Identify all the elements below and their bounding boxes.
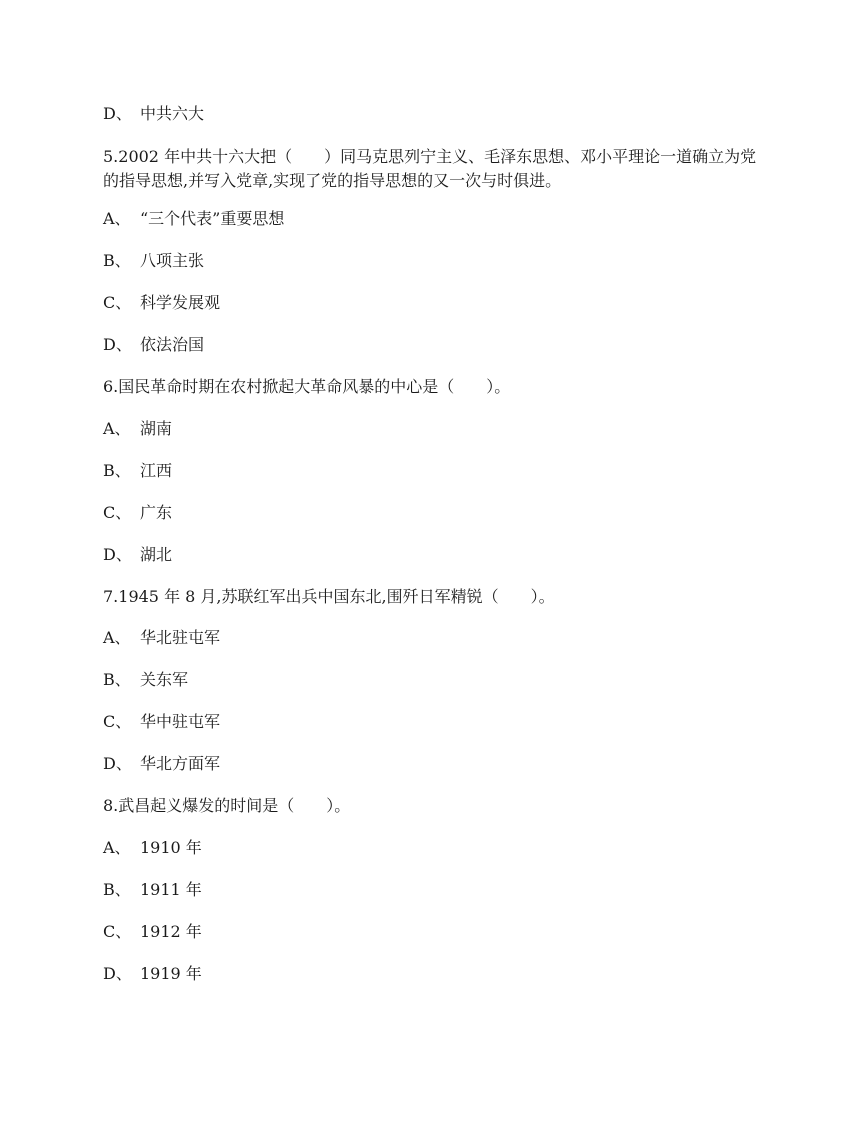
option-letter: A、 <box>103 838 131 857</box>
option-text: 广东 <box>140 503 173 522</box>
option-letter: B、 <box>103 670 131 689</box>
option-line <box>103 753 220 775</box>
option-line <box>103 921 202 943</box>
option-line <box>103 460 172 482</box>
option-text: 1911 年 <box>140 880 202 899</box>
option-text: “三个代表”重要思想 <box>140 209 285 228</box>
question-stem: 7.1945 年 8 月,苏联红军出兵中国东北,围歼日军精锐（ ）。 <box>103 587 555 606</box>
option-text: 华北驻屯军 <box>140 628 221 647</box>
option-text: 中共六大 <box>140 104 205 123</box>
option-letter: C、 <box>103 503 132 522</box>
option-letter: D、 <box>103 104 132 123</box>
option-line <box>103 669 188 691</box>
option-text: 关东军 <box>140 670 189 689</box>
option-letter: D、 <box>103 964 132 983</box>
option-text: 华北方面军 <box>140 754 221 773</box>
option-line <box>103 208 284 230</box>
option-letter: C、 <box>103 712 132 731</box>
option-text: 依法治国 <box>140 335 205 354</box>
option-line <box>103 334 204 356</box>
option-letter: D、 <box>103 335 132 354</box>
question-stem: 5.2002 年中共十六大把（ ）同马克思列宁主义、毛泽东思想、邓小平理论一道确立为党的指导思想,并写入党章,实现了党的指导思想的又一次与时俱进。 <box>103 147 757 190</box>
option-text: 科学发展观 <box>140 293 221 312</box>
option-line <box>103 879 202 901</box>
option-letter: D、 <box>103 754 132 773</box>
option-line <box>103 418 172 440</box>
option-letter: C、 <box>103 922 132 941</box>
option-letter: B、 <box>103 251 131 270</box>
option-letter: B、 <box>103 880 131 899</box>
option-letter: A、 <box>103 419 131 438</box>
option-line <box>103 292 220 314</box>
option-letter: A、 <box>103 209 131 228</box>
option-text: 华中驻屯军 <box>140 712 221 731</box>
option-line <box>103 502 172 524</box>
option-line <box>103 103 204 125</box>
option-line <box>103 711 220 733</box>
option-text: 1910 年 <box>140 838 202 857</box>
option-line <box>103 837 202 859</box>
option-letter: C、 <box>103 293 132 312</box>
option-letter: B、 <box>103 461 131 480</box>
option-letter: D、 <box>103 545 132 564</box>
option-line <box>103 627 220 649</box>
option-text: 湖北 <box>140 545 173 564</box>
option-letter: A、 <box>103 628 131 647</box>
option-text: 湖南 <box>140 419 173 438</box>
question-stem: 6.国民革命时期在农村掀起大革命风暴的中心是（ ）。 <box>103 377 511 396</box>
question-stem: 8.武昌起义爆发的时间是（ ）。 <box>103 796 351 815</box>
option-text: 1912 年 <box>140 922 202 941</box>
option-text: 八项主张 <box>140 251 205 270</box>
option-text: 1919 年 <box>140 964 202 983</box>
option-line <box>103 963 202 985</box>
option-text: 江西 <box>140 461 173 480</box>
option-line <box>103 250 204 272</box>
option-line <box>103 544 172 566</box>
